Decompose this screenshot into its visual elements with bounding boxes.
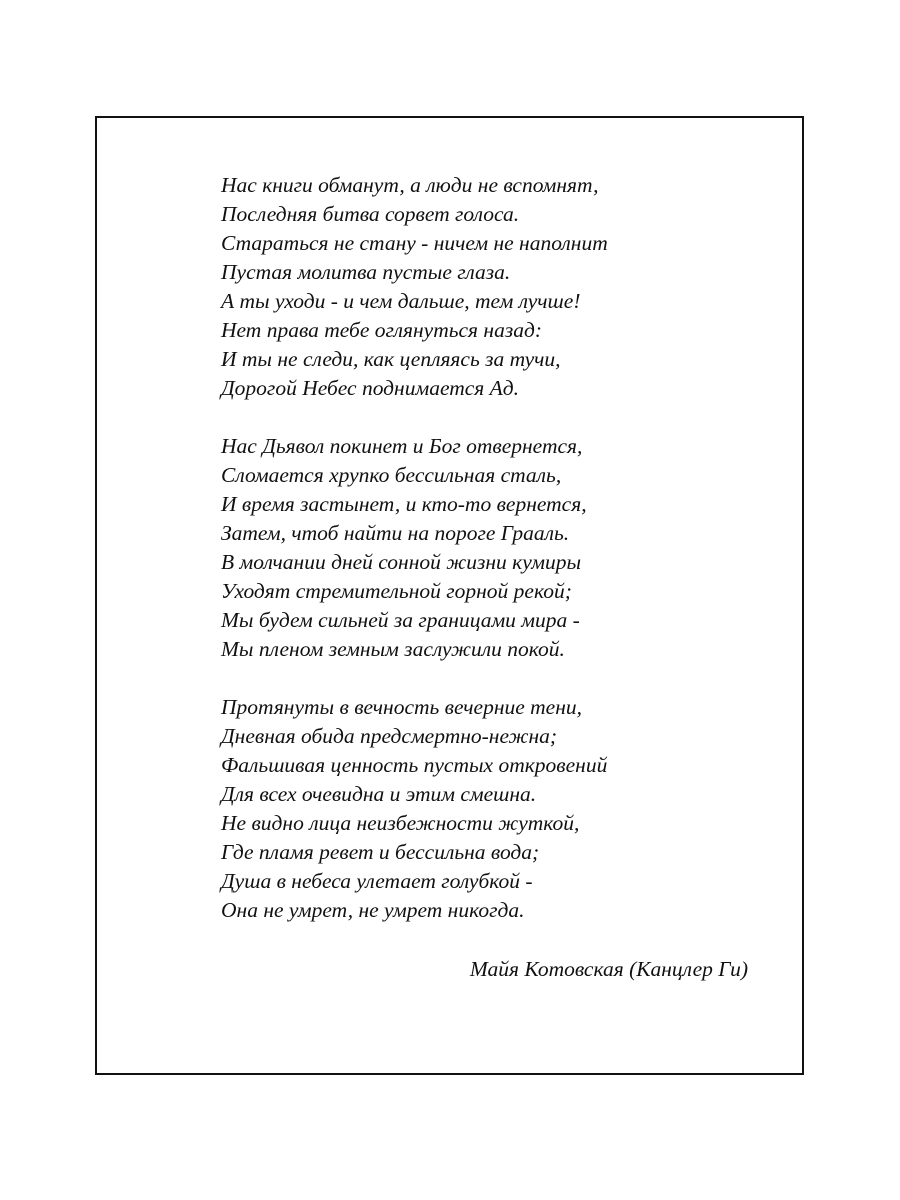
poem-author: Майя Котовская (Канцлер Ги) [469, 957, 748, 981]
stanza-2 [221, 432, 587, 664]
poem-line: Мы будем сильней за границами мира - [221, 608, 580, 632]
poem-line: Сломается хрупко бессильная сталь, [221, 463, 562, 487]
poem-line: Не видно лица неизбежности жуткой, [221, 811, 580, 835]
poem-line: Нас Дьявол покинет и Бог отвернется, [221, 434, 583, 458]
poem-line: Уходят стремительной горной рекой; [221, 579, 572, 603]
poem-line: Нет права тебе оглянуться назад: [221, 318, 543, 342]
poem-line: Пустая молитва пустые глаза. [221, 260, 511, 284]
poem-line: Последняя битва сорвет голоса. [221, 202, 520, 226]
poem-line: Она не умрет, не умрет никогда. [221, 898, 525, 922]
poem-line: Затем, чтоб найти на пороге Грааль. [221, 521, 570, 545]
poem-line: Нас книги обманут, а люди не вспомнят, [221, 173, 599, 197]
poem-line: В молчании дней сонной жизни кумиры [221, 550, 582, 574]
poem-line: Стараться не стану - ничем не наполнит [221, 231, 608, 255]
poem-line: Мы пленом земным заслужили покой. [221, 637, 565, 661]
poem-line: Протянуты в вечность вечерние тени, [221, 695, 583, 719]
poem-line: И ты не следи, как цепляясь за тучи, [221, 347, 561, 371]
poem-line: Душа в небеса улетает голубкой - [221, 869, 533, 893]
stanza-3 [221, 693, 607, 925]
poem-line: Фальшивая ценность пустых откровений [221, 753, 608, 777]
poem-line: А ты уходи - и чем дальше, тем лучше! [221, 289, 581, 313]
poem-line: И время застынет, и кто-то вернется, [221, 492, 587, 516]
poem-line: Дорогой Небес поднимается Ад. [221, 376, 520, 400]
poem-line: Где пламя ревет и бессильна вода; [221, 840, 540, 864]
poem-line: Дневная обида предсмертно-нежна; [221, 724, 558, 748]
poem-line: Для всех очевидна и этим смешна. [221, 782, 537, 806]
stanza-1 [221, 171, 608, 403]
